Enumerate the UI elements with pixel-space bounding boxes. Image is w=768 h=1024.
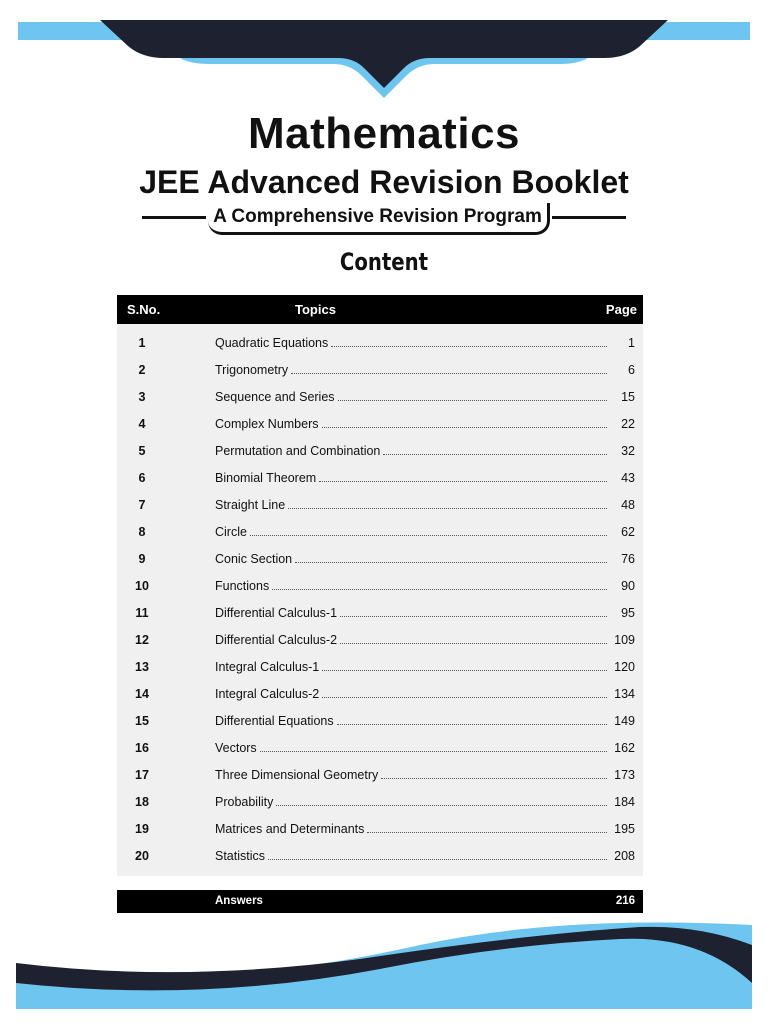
row-topic: Circle — [215, 525, 247, 539]
header-page: Page — [605, 302, 637, 317]
row-sno: 18 — [135, 795, 149, 809]
row-topic-wrap — [215, 336, 607, 350]
row-topic-wrap — [215, 768, 607, 782]
row-topic-wrap — [215, 741, 607, 755]
leader-dots — [322, 426, 607, 428]
leader-dots — [288, 507, 607, 509]
row-page: 95 — [621, 606, 635, 620]
row-topic: Differential Calculus-2 — [215, 633, 338, 647]
row-topic-wrap — [215, 822, 607, 836]
row-topic-wrap — [215, 471, 607, 485]
header-sno: S.No. — [127, 302, 161, 317]
table-row — [117, 465, 643, 492]
row-topic-wrap — [215, 714, 607, 728]
leader-dots — [367, 831, 607, 833]
row-sno: 20 — [135, 849, 149, 863]
row-topic: Conic Section — [215, 552, 293, 566]
row-topic-wrap — [215, 849, 607, 863]
leader-dots — [322, 669, 607, 671]
row-topic-wrap — [215, 552, 607, 566]
leader-dots — [295, 561, 607, 563]
row-topic: Complex Numbers — [215, 417, 319, 431]
row-topic: Quadratic Equations — [215, 336, 329, 350]
leader-dots — [260, 750, 607, 752]
table-row — [117, 330, 643, 357]
row-page: 48 — [621, 498, 635, 512]
row-page: 134 — [614, 687, 635, 701]
row-page: 208 — [614, 849, 635, 863]
table-row — [117, 384, 643, 411]
leader-dots — [337, 723, 607, 725]
table-row — [117, 519, 643, 546]
leader-dots — [319, 480, 607, 482]
row-topic: Statistics — [215, 849, 266, 863]
row-topic: Differential Calculus-1 — [215, 606, 338, 620]
row-topic-wrap — [215, 633, 607, 647]
table-row — [117, 627, 643, 654]
row-page: 184 — [614, 795, 635, 809]
leader-dots — [338, 399, 607, 401]
row-topic: Three Dimensional Geometry — [215, 768, 379, 782]
row-sno: 8 — [138, 525, 146, 539]
row-page: 76 — [621, 552, 635, 566]
table-row — [117, 600, 643, 627]
table-row — [117, 411, 643, 438]
tagline-rule-left — [142, 216, 206, 219]
table-row — [117, 573, 643, 600]
leader-dots — [250, 534, 607, 536]
row-sno: 10 — [135, 579, 149, 593]
row-page: 195 — [614, 822, 635, 836]
row-sno: 2 — [138, 363, 146, 377]
row-sno: 15 — [135, 714, 149, 728]
row-page: 6 — [628, 363, 635, 377]
row-sno: 6 — [138, 471, 146, 485]
table-row — [117, 654, 643, 681]
tagline: A Comprehensive Revision Program — [208, 203, 550, 235]
leader-dots — [291, 372, 607, 374]
row-topic: Integral Calculus-2 — [215, 687, 320, 701]
row-topic-wrap — [215, 444, 607, 458]
title-block — [0, 108, 768, 201]
row-topic-wrap — [215, 579, 607, 593]
leader-dots — [276, 804, 607, 806]
answers-label: Answers — [215, 895, 263, 907]
row-sno: 14 — [135, 687, 149, 701]
row-sno: 17 — [135, 768, 149, 782]
row-topic-wrap — [215, 606, 607, 620]
row-page: 15 — [621, 390, 635, 404]
row-topic-wrap — [215, 363, 607, 377]
row-sno: 5 — [138, 444, 146, 458]
leader-dots — [331, 345, 607, 347]
toc-spacer — [117, 876, 643, 890]
row-sno: 9 — [138, 552, 146, 566]
row-topic: Binomial Theorem — [215, 471, 317, 485]
toc-body — [117, 324, 643, 876]
leader-dots — [383, 453, 607, 455]
row-sno: 12 — [135, 633, 149, 647]
row-page: 120 — [614, 660, 635, 674]
row-sno: 7 — [138, 498, 146, 512]
row-topic: Probability — [215, 795, 274, 809]
table-row — [117, 843, 643, 870]
header-topics: Topics — [295, 302, 336, 317]
row-topic-wrap — [215, 795, 607, 809]
row-sno: 19 — [135, 822, 149, 836]
toc-header — [117, 295, 643, 324]
row-topic: Matrices and Determinants — [215, 822, 365, 836]
row-topic-wrap — [215, 417, 607, 431]
table-row — [117, 546, 643, 573]
row-topic-wrap — [215, 525, 607, 539]
row-topic: Straight Line — [215, 498, 286, 512]
row-page: 90 — [621, 579, 635, 593]
leader-dots — [272, 588, 607, 590]
row-page: 173 — [614, 768, 635, 782]
row-topic-wrap — [215, 660, 607, 674]
row-page: 162 — [614, 741, 635, 755]
row-page: 1 — [628, 336, 635, 350]
table-row — [117, 681, 643, 708]
table-row — [117, 438, 643, 465]
row-topic-wrap — [215, 687, 607, 701]
row-sno: 4 — [138, 417, 146, 431]
row-page: 22 — [621, 417, 635, 431]
page-title: Mathematics — [247, 109, 521, 158]
row-page: 149 — [614, 714, 635, 728]
table-row — [117, 816, 643, 843]
answers-page: 216 — [615, 895, 635, 907]
row-sno: 13 — [135, 660, 149, 674]
row-sno: 1 — [138, 336, 146, 350]
row-sno: 3 — [138, 390, 146, 404]
table-row — [117, 357, 643, 384]
row-topic: Trigonometry — [215, 363, 289, 377]
row-topic: Vectors — [215, 741, 257, 755]
table-row — [117, 735, 643, 762]
booklet-subtitle: JEE Advanced Revision Booklet — [139, 164, 629, 200]
row-topic: Functions — [215, 579, 270, 593]
row-page: 43 — [621, 471, 635, 485]
bottom-wave — [0, 905, 768, 1024]
row-sno: 11 — [135, 606, 149, 620]
top-banner — [0, 0, 768, 120]
table-row — [117, 708, 643, 735]
leader-dots — [340, 642, 607, 644]
row-topic-wrap — [215, 498, 607, 512]
table-row — [117, 789, 643, 816]
tagline-row — [142, 203, 626, 239]
row-page: 32 — [621, 444, 635, 458]
row-topic: Integral Calculus-1 — [215, 660, 320, 674]
row-topic: Permutation and Combination — [215, 444, 381, 458]
table-row — [117, 762, 643, 789]
row-topic-wrap — [215, 390, 607, 404]
content-heading: Content — [339, 248, 429, 276]
row-page: 109 — [614, 633, 635, 647]
table-row — [117, 492, 643, 519]
row-page: 62 — [621, 525, 635, 539]
table-of-contents — [117, 295, 643, 913]
row-topic: Sequence and Series — [215, 390, 335, 404]
leader-dots — [268, 858, 607, 860]
tagline-rule-right — [552, 216, 626, 219]
leader-dots — [340, 615, 607, 617]
leader-dots — [322, 696, 607, 698]
row-topic: Differential Equations — [215, 714, 334, 728]
row-sno: 16 — [135, 741, 149, 755]
leader-dots — [381, 777, 607, 779]
